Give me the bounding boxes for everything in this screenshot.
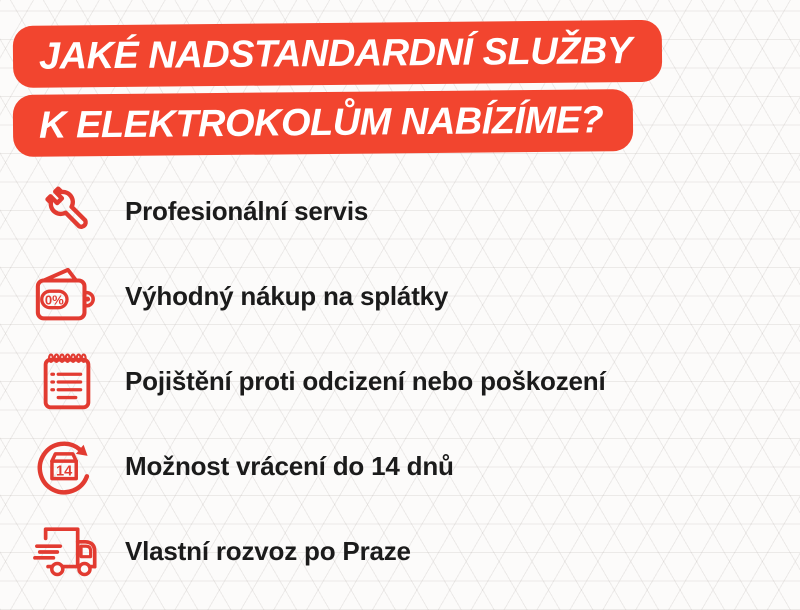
service-label: Vlastní rozvoz po Praze: [125, 536, 411, 566]
service-label: Profesionální servis: [125, 196, 369, 226]
service-list: [0, 169, 800, 594]
header-banner-line2: K ELEKTROKOLŮM NABÍZÍME?: [13, 89, 634, 157]
delivery-truck-icon: [33, 518, 101, 586]
service-label: Pojištění proti odcizení nebo poškození: [125, 366, 606, 396]
wrench-icon: [33, 178, 101, 246]
header: [13, 26, 662, 157]
service-row-rozvoz: [0, 509, 800, 594]
notepad-icon: [33, 348, 101, 416]
service-row-servis: [0, 169, 800, 254]
header-banner-line1: JAKÉ NADSTANDARDNÍ SLUŽBY: [13, 20, 662, 88]
wallet-zero-percent-text: 0%: [44, 291, 64, 307]
wallet-icon: [33, 263, 101, 331]
service-row-vraceni: [0, 424, 800, 509]
service-label: Výhodný nákup na splátky: [125, 281, 449, 311]
return-14-days-icon: [33, 433, 101, 501]
return-days-number: 14: [55, 462, 73, 479]
service-label: Možnost vrácení do 14 dnů: [125, 451, 454, 481]
service-row-splatky: [0, 254, 800, 339]
service-row-pojisteni: [0, 339, 800, 424]
